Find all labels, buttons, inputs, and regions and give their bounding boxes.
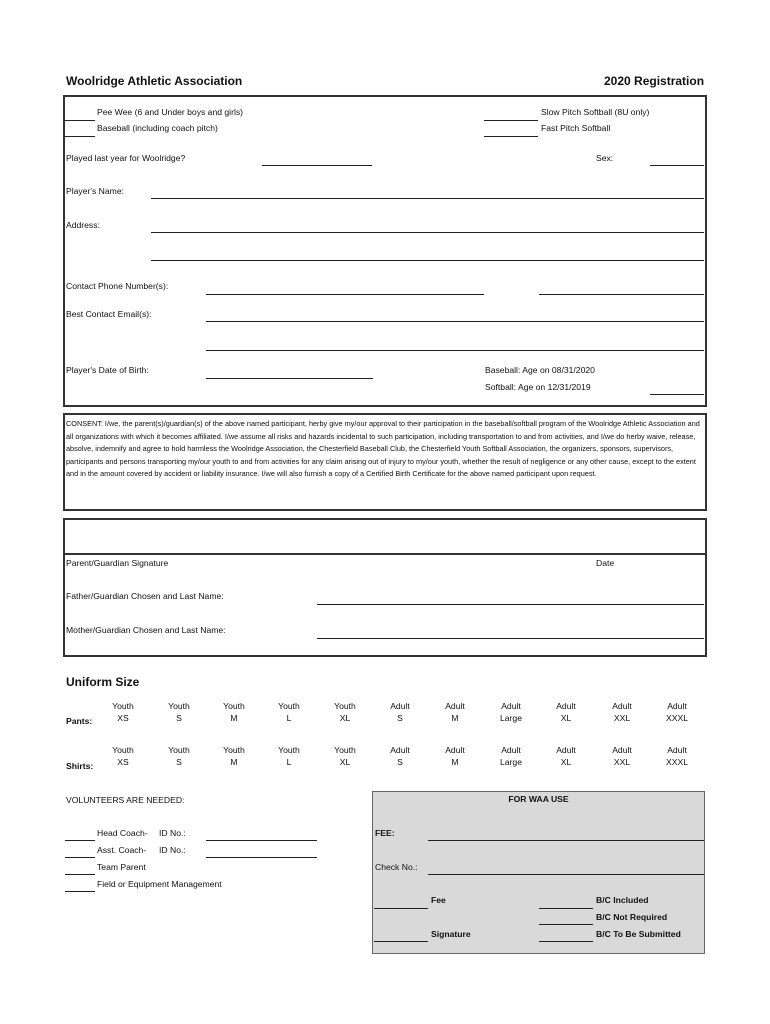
pants-size-option[interactable]: XXL bbox=[613, 713, 631, 723]
asst-coach-label: Asst. Coach- bbox=[97, 845, 147, 855]
field-equipment-checkbox-line[interactable] bbox=[65, 891, 95, 892]
shirts-size-group: Adult bbox=[445, 745, 465, 755]
pants-size-group: Adult bbox=[501, 701, 521, 711]
head-coach-id-field[interactable] bbox=[206, 840, 317, 841]
bc-to-be-submitted-line[interactable] bbox=[539, 941, 593, 942]
shirts-size-option[interactable]: L bbox=[286, 757, 292, 767]
played-last-year-label: Played last year for Woolridge? bbox=[66, 153, 186, 163]
head-coach-checkbox-line[interactable] bbox=[65, 840, 95, 841]
pants-size-group: Adult bbox=[667, 701, 687, 711]
father-name-label: Father/Guardian Chosen and Last Name: bbox=[66, 591, 224, 601]
address-field-2[interactable] bbox=[151, 260, 704, 261]
pants-size-option[interactable]: L bbox=[286, 713, 292, 723]
played-last-year-field[interactable] bbox=[262, 165, 372, 166]
pants-size-option[interactable]: M bbox=[230, 713, 238, 723]
shirts-size-group: Adult bbox=[390, 745, 410, 755]
shirts-size-option[interactable]: XXL bbox=[613, 757, 631, 767]
father-name-field[interactable] bbox=[317, 604, 704, 605]
pee-wee-label: Pee Wee (6 and Under boys and girls) bbox=[97, 107, 244, 117]
pants-size-group: Youth bbox=[278, 701, 300, 711]
pants-size-option[interactable]: Large bbox=[500, 713, 522, 723]
shirts-size-group: Adult bbox=[501, 745, 521, 755]
shirts-label: Shirts: bbox=[66, 761, 94, 771]
player-name-label: Player's Name: bbox=[66, 186, 124, 196]
uniform-title: Uniform Size bbox=[66, 675, 140, 689]
pants-label: Pants: bbox=[66, 716, 93, 726]
bc-to-be-submitted-label: B/C To Be Submitted bbox=[596, 929, 681, 939]
pants-size-option[interactable]: XS bbox=[117, 713, 129, 723]
pants-size-option[interactable]: S bbox=[397, 713, 403, 723]
baseball-checkbox-line[interactable] bbox=[65, 136, 95, 137]
head-coach-id-label: ID No.: bbox=[159, 828, 186, 838]
waa-fee-field[interactable] bbox=[428, 840, 704, 841]
pants-size-group: Youth bbox=[223, 701, 245, 711]
asst-coach-id-field[interactable] bbox=[206, 857, 317, 858]
player-info-box bbox=[63, 95, 707, 407]
pants-size-option[interactable]: S bbox=[176, 713, 182, 723]
shirts-size-option[interactable]: XL bbox=[560, 757, 572, 767]
shirts-size-group: Youth bbox=[334, 745, 356, 755]
asst-coach-checkbox-line[interactable] bbox=[65, 857, 95, 858]
team-parent-checkbox-line[interactable] bbox=[65, 874, 95, 875]
fast-pitch-checkbox-line[interactable] bbox=[484, 136, 538, 137]
shirts-size-group: Youth bbox=[223, 745, 245, 755]
waa-signature-text: Signature bbox=[431, 929, 471, 939]
email-field-1[interactable] bbox=[206, 321, 704, 322]
age-field[interactable] bbox=[650, 394, 704, 395]
form-title: 2020 Registration bbox=[604, 74, 705, 88]
slow-pitch-checkbox-line[interactable] bbox=[484, 120, 538, 121]
waa-fee-label: FEE: bbox=[375, 828, 395, 838]
pants-size-group: Adult bbox=[390, 701, 410, 711]
waa-check-no-label: Check No.: bbox=[375, 862, 418, 872]
pants-size-group: Adult bbox=[445, 701, 465, 711]
mother-name-label: Mother/Guardian Chosen and Last Name: bbox=[66, 625, 226, 635]
org-title: Woolridge Athletic Association bbox=[66, 74, 243, 88]
shirts-size-option[interactable]: XS bbox=[117, 757, 129, 767]
phone-field-2[interactable] bbox=[539, 294, 704, 295]
bc-not-required-line[interactable] bbox=[539, 924, 593, 925]
pee-wee-checkbox-line[interactable] bbox=[65, 120, 95, 121]
waa-fee-text: Fee bbox=[431, 895, 446, 905]
email-label: Best Contact Email(s): bbox=[66, 309, 152, 319]
shirts-size-group: Youth bbox=[168, 745, 190, 755]
pants-size-group: Youth bbox=[112, 701, 134, 711]
waa-fee-check-line[interactable] bbox=[374, 908, 428, 909]
head-coach-label: Head Coach- bbox=[97, 828, 148, 838]
bc-not-required-label: B/C Not Required bbox=[596, 912, 668, 922]
shirts-size-option[interactable]: Large bbox=[500, 757, 522, 767]
pants-size-group: Youth bbox=[334, 701, 356, 711]
pants-size-option[interactable]: XL bbox=[560, 713, 572, 723]
waa-title: FOR WAA USE bbox=[508, 794, 569, 804]
pants-size-option[interactable]: XL bbox=[339, 713, 351, 723]
shirts-size-option[interactable]: S bbox=[397, 757, 403, 767]
signature-line[interactable] bbox=[64, 553, 706, 555]
pants-size-option[interactable]: XXXL bbox=[666, 713, 688, 723]
shirts-size-option[interactable]: XL bbox=[339, 757, 351, 767]
sex-label: Sex: bbox=[596, 153, 614, 163]
pants-size-group: Adult bbox=[556, 701, 576, 711]
dob-field[interactable] bbox=[206, 378, 373, 379]
signature-section bbox=[63, 518, 707, 657]
shirts-size-option[interactable]: M bbox=[230, 757, 238, 767]
mother-name-field[interactable] bbox=[317, 638, 704, 639]
shirts-size-option[interactable]: S bbox=[176, 757, 182, 767]
fast-pitch-label: Fast Pitch Softball bbox=[541, 123, 611, 133]
pants-size-group: Adult bbox=[612, 701, 632, 711]
shirts-size-group: Youth bbox=[112, 745, 134, 755]
date-label: Date bbox=[596, 558, 615, 568]
shirts-size-group: Youth bbox=[278, 745, 300, 755]
waa-check-no-field[interactable] bbox=[428, 874, 704, 875]
shirts-size-group: Adult bbox=[612, 745, 632, 755]
address-field-1[interactable] bbox=[151, 232, 704, 233]
email-field-2[interactable] bbox=[206, 350, 704, 351]
team-parent-label: Team Parent bbox=[97, 862, 146, 872]
softball-age-note: Softball: Age on 12/31/2019 bbox=[485, 382, 591, 392]
slow-pitch-label: Slow Pitch Softball (8U only) bbox=[541, 107, 650, 117]
baseball-label: Baseball (including coach pitch) bbox=[97, 123, 218, 133]
volunteers-title: VOLUNTEERS ARE NEEDED: bbox=[66, 795, 185, 805]
address-label: Address: bbox=[66, 220, 100, 230]
sex-field[interactable] bbox=[650, 165, 704, 166]
signature-label: Parent/Guardian Signature bbox=[66, 558, 169, 568]
shirts-size-group: Adult bbox=[667, 745, 687, 755]
waa-signature-line[interactable] bbox=[374, 941, 428, 942]
bc-included-line[interactable] bbox=[539, 908, 593, 909]
pants-size-option[interactable]: M bbox=[451, 713, 459, 723]
player-name-field[interactable] bbox=[151, 198, 704, 199]
shirts-size-group: Adult bbox=[556, 745, 576, 755]
field-equipment-label: Field or Equipment Management bbox=[97, 879, 222, 889]
bc-included-label: B/C Included bbox=[596, 895, 649, 905]
baseball-age-note: Baseball: Age on 08/31/2020 bbox=[485, 365, 595, 375]
consent-text: CONSENT: I/we, the parent(s)/guardian(s) of the above named participant, herby give my/our approval to their participation in the baseball/softball program of the Woolridge Athletic Association and all organizations with which it becomes affiliated. I/we assume all risks and hazards incidental to such participation, including transportation to and from activities, and I/we do herby waive, release, absolve, indemnify and agree to hold harmless the Woolridge Association, the Chesterfield Baseball Club, the Chesterfield Youth Softball Association, the organizers, sponsors, supervisors, participants and persons transporting my/our youth to and from activities for any claim arising out of injury to my/our youth, whether the result of negligence or any other cause, except to the extent and in the amount covered by accident or liability insurance. I/we will also furnish a copy of a Certified Birth Certificate for the above named participant upon request. bbox=[66, 419, 700, 479]
phone-label: Contact Phone Number(s): bbox=[66, 281, 169, 291]
shirts-size-option[interactable]: M bbox=[451, 757, 459, 767]
pants-size-group: Youth bbox=[168, 701, 190, 711]
shirts-size-option[interactable]: XXXL bbox=[666, 757, 688, 767]
dob-label: Player's Date of Birth: bbox=[66, 365, 149, 375]
asst-coach-id-label: ID No.: bbox=[159, 845, 186, 855]
phone-field-1[interactable] bbox=[206, 294, 484, 295]
